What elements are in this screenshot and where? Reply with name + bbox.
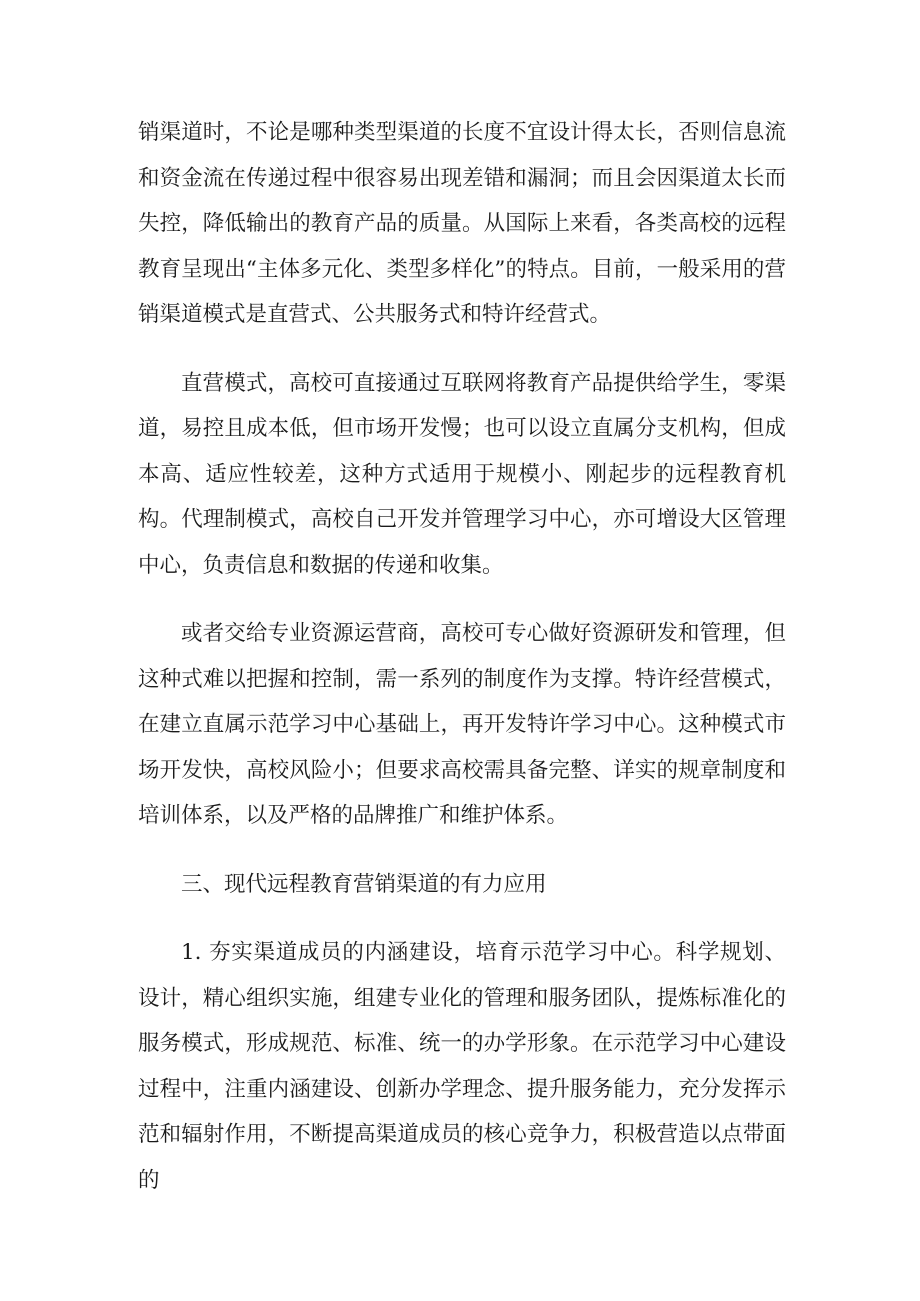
paragraph-direct-mode: 直营模式，高校可直接通过互联网将教育产品提供给学生，零渠道，易控且成本低，但市场开发慢；也可以设立直属分支机构，但成本高、适应性较差，这种方式适用于规模小、刚起步的远程教育机构。代理制模式，高校自己开发并管理学习中心，亦可增设大区管理中心，负责信息和数据的传递和收集。 bbox=[138, 370, 786, 578]
section-heading: 三、现代远程教育营销渠道的有力应用 bbox=[181, 871, 547, 897]
paragraph-item-1: 1. 夯实渠道成员的内涵建设，培育示范学习中心。科学规划、设计，精心组织实施，组建专业化的管理和服务团队，提炼标准化的服务模式，形成规范、标准、统一的办学形象。在示范学习中心建设过程中，注重内涵建设、创新办学理念、提升服务能力，充分发挥示范和辐射作用，不断提高渠道成员的核心竞争力，积极营造以点带面的 bbox=[138, 940, 786, 1193]
paragraph-franchise-mode: 或者交给专业资源运营商，高校可专心做好资源研发和管理，但这种式难以把握和控制，需一系列的制度作为支撑。特许经营模式，在建立直属示范学习中心基础上，再开发特许学习中心。这种模式市场开发快，高校风险小；但要求高校需具备完整、详实的规章制度和培训体系，以及严格的品牌推广和维护体系。 bbox=[138, 621, 786, 828]
paragraph-continuation: 销渠道时，不论是哪种类型渠道的长度不宜设计得太长，否则信息流和资金流在传递过程中很容易出现差错和漏洞；而且会因渠道太长而失控，降低输出的教育产品的质量。从国际上来看，各类高校的远程教育呈现出“主体多元化、类型多样化”的特点。目前，一般采用的营销渠道模式是直营式、公共服务式和特许经营式。 bbox=[138, 120, 786, 327]
document-body bbox=[138, 110, 786, 1203]
